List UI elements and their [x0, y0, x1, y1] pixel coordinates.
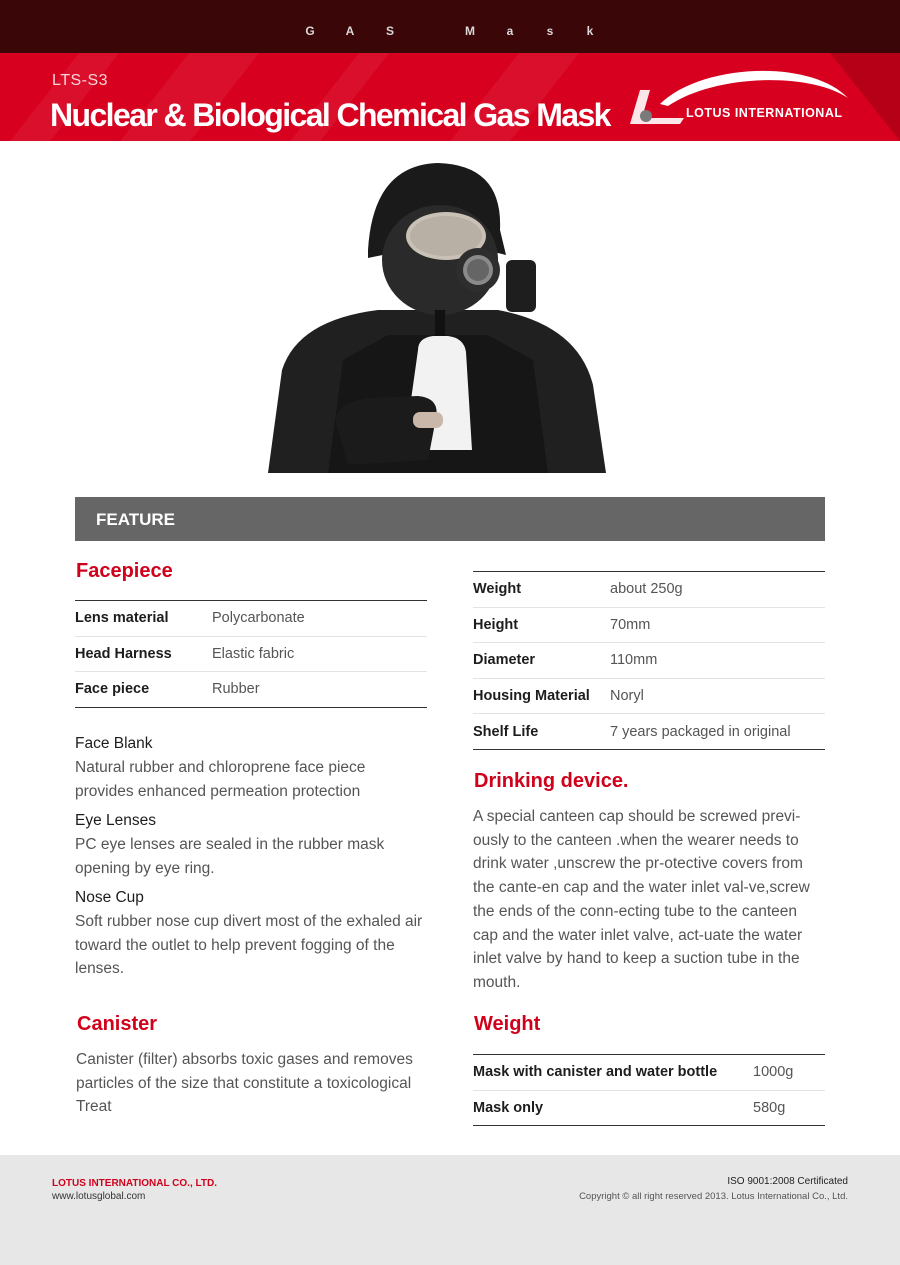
table-row	[473, 714, 825, 750]
table-key: Mask only	[473, 1090, 753, 1126]
table-value: Noryl	[610, 678, 825, 714]
table-row	[473, 1055, 825, 1091]
feature-section-bar	[75, 497, 825, 541]
table-row	[473, 678, 825, 714]
model-number: LTS-S3	[52, 72, 109, 89]
top-label	[0, 24, 900, 38]
table-value: 70mm	[610, 607, 825, 643]
table-row	[473, 643, 825, 679]
facepiece-heading: Facepiece	[76, 560, 173, 582]
table-key: Height	[473, 607, 610, 643]
canister-text: Canister (filter) absorbs toxic gases and removes particles of the size that constitute a toxicological Treat	[76, 1051, 413, 1116]
footer	[0, 1155, 900, 1265]
top-label-letter: G	[305, 24, 315, 38]
footer-copyright: Copyright © all right reserved 2013. Lotus International Co., Ltd.	[579, 1191, 848, 1202]
table-key: Head Harness	[75, 636, 212, 672]
top-label-letter: k	[586, 24, 594, 38]
weight-heading: Weight	[474, 1013, 541, 1035]
gas-mask-soldier-image	[268, 160, 606, 473]
eye-lenses-title: Eye Lenses	[75, 812, 156, 829]
table-value: about 250g	[610, 572, 825, 608]
lotus-swoosh-icon	[620, 62, 860, 132]
eye-lenses-text: PC eye lenses are sealed in the rubber mask opening by eye ring.	[75, 836, 385, 877]
footer-company: LOTUS INTERNATIONAL CO., LTD.	[52, 1178, 217, 1189]
brand-name: LOTUS INTERNATIONAL	[686, 106, 843, 120]
table-value: Rubber	[212, 672, 427, 708]
table-key: Face piece	[75, 672, 212, 708]
face-blank-text: Natural rubber and chloroprene face piece provides enhanced permeation protection	[75, 759, 366, 800]
table-key: Mask with canister and water bottle	[473, 1055, 753, 1091]
table-value: 580g	[753, 1090, 825, 1126]
top-label-letter: S	[385, 24, 394, 38]
top-label-letter: a	[506, 24, 514, 38]
drinking-heading: Drinking device.	[474, 770, 629, 792]
table-key: Diameter	[473, 643, 610, 679]
table-key: Housing Material	[473, 678, 610, 714]
canister-heading: Canister	[77, 1013, 158, 1035]
weight-table	[473, 1054, 825, 1126]
table-value: Polycarbonate	[212, 601, 427, 637]
page-title: Nuclear & Biological Chemical Gas Mask	[50, 97, 610, 133]
feature-heading: FEATURE	[96, 510, 176, 529]
top-label-letter: A	[345, 24, 355, 38]
footer-iso: ISO 9001:2008 Certificated	[727, 1176, 848, 1187]
product-photo	[268, 160, 606, 473]
top-label-letter: M	[465, 24, 475, 38]
table-row	[473, 607, 825, 643]
table-row	[75, 672, 427, 708]
specs-table	[473, 571, 825, 750]
table-row	[473, 1090, 825, 1126]
table-value: 1000g	[753, 1055, 825, 1091]
top-label-letter: s	[546, 24, 554, 38]
footer-website[interactable]: www.lotusglobal.com	[52, 1191, 146, 1202]
table-key: Weight	[473, 572, 610, 608]
table-value: Elastic fabric	[212, 636, 427, 672]
nose-cup-text: Soft rubber nose cup divert most of the exhaled air toward the outlet to help prevent fogging of the lenses.	[75, 913, 423, 978]
table-row	[75, 601, 427, 637]
lotus-logo	[620, 62, 860, 132]
drinking-text: A special canteen cap should be screwed previ-ously to the canteen .when the wearer needs to drink water ,unscrew the pr-otective covers from the cante-en cap and the water inlet val-ve,screw the ends of the conn-ecting tube to the canteen cap and the water inlet valve, act-uate the water inlet valve by hand to keep a suction tube in the mouth.	[473, 808, 810, 991]
table-row	[473, 572, 825, 608]
table-row	[75, 636, 427, 672]
nose-cup-title: Nose Cup	[75, 889, 144, 906]
face-blank-title: Face Blank	[75, 735, 153, 752]
table-value: 7 years packaged in original	[610, 714, 825, 750]
top-bar	[0, 0, 900, 53]
table-key: Shelf Life	[473, 714, 610, 750]
facepiece-table	[75, 600, 427, 708]
table-key: Lens material	[75, 601, 212, 637]
table-value: 110mm	[610, 643, 825, 679]
